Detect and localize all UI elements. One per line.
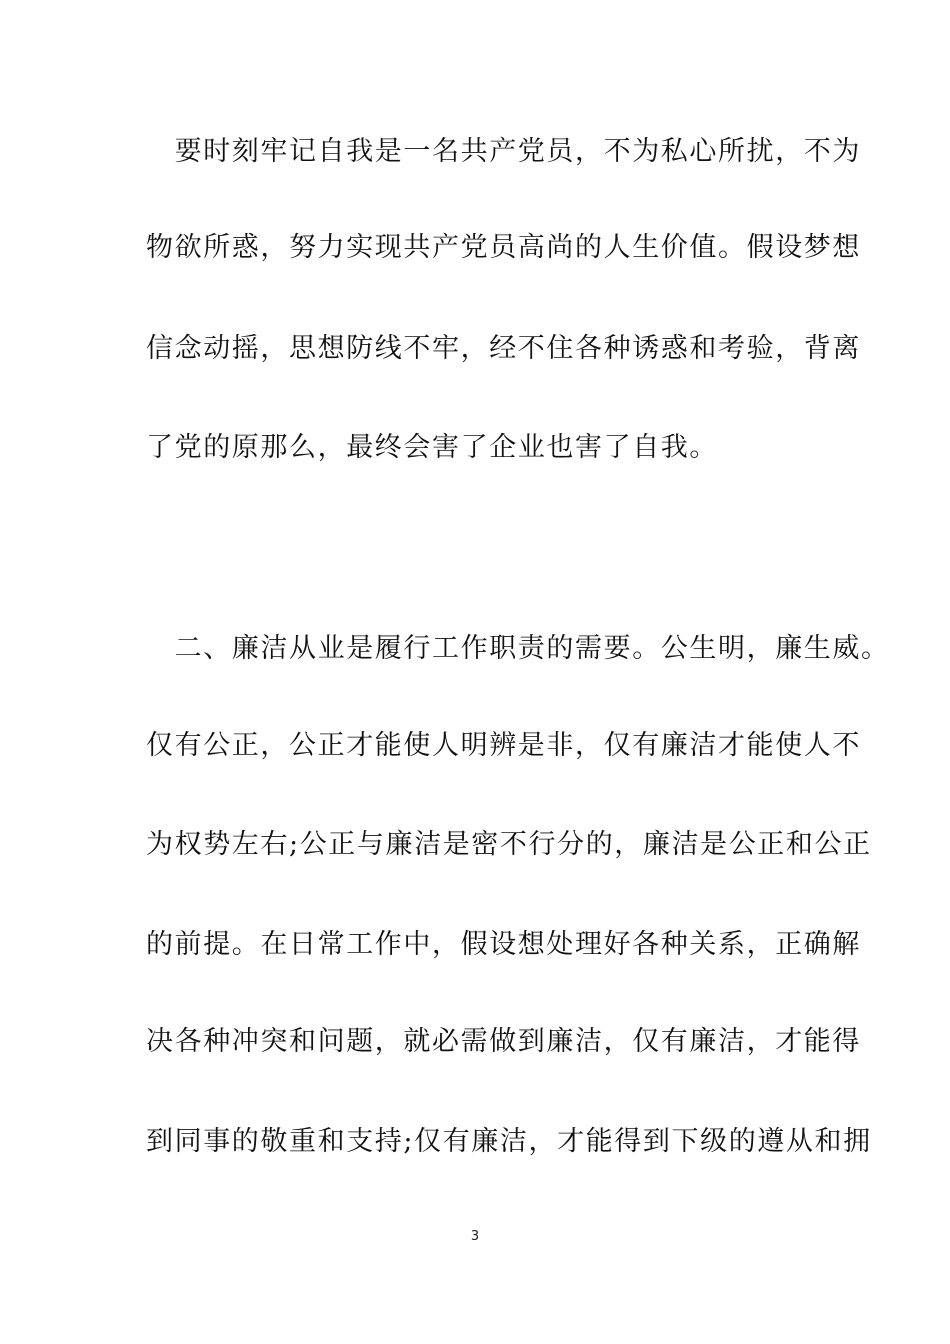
paragraph-1-line-2: 物欲所惑，努力实现共产党员高尚的人生价值。假设梦想 (146, 232, 861, 263)
paragraph-1-line-3: 信念动摇，思想防线不牢，经不住各种诱惑和考验，背离 (146, 333, 861, 364)
paragraph-2-line-4: 的前提。在日常工作中，假设想处理好各种关系，正确解 (146, 929, 861, 960)
paragraph-1-line-1: 要时刻牢记自我是一名共产党员，不为私心所扰，不为 (146, 136, 861, 167)
paragraph-2-line-6: 到同事的敬重和支持;仅有廉洁，才能得到下级的遵从和拥 (146, 1126, 872, 1157)
paragraph-2-line-5: 决各种冲突和问题，就必需做到廉洁，仅有廉洁，才能得 (146, 1026, 861, 1057)
paragraph-2-line-2: 仅有公正，公正才能使人明辨是非，仅有廉洁才能使人不 (146, 730, 861, 761)
paragraph-1-line-4: 了党的原那么，最终会害了企业也害了自我。 (146, 432, 718, 463)
page-number: 3 (470, 1229, 480, 1244)
paragraph-2-line-1: 二、廉洁从业是履行工作职责的需要。公生明，廉生威。 (146, 633, 890, 664)
paragraph-2-line-3: 为权势左右;公正与廉洁是密不行分的，廉洁是公正和公正 (146, 829, 872, 860)
